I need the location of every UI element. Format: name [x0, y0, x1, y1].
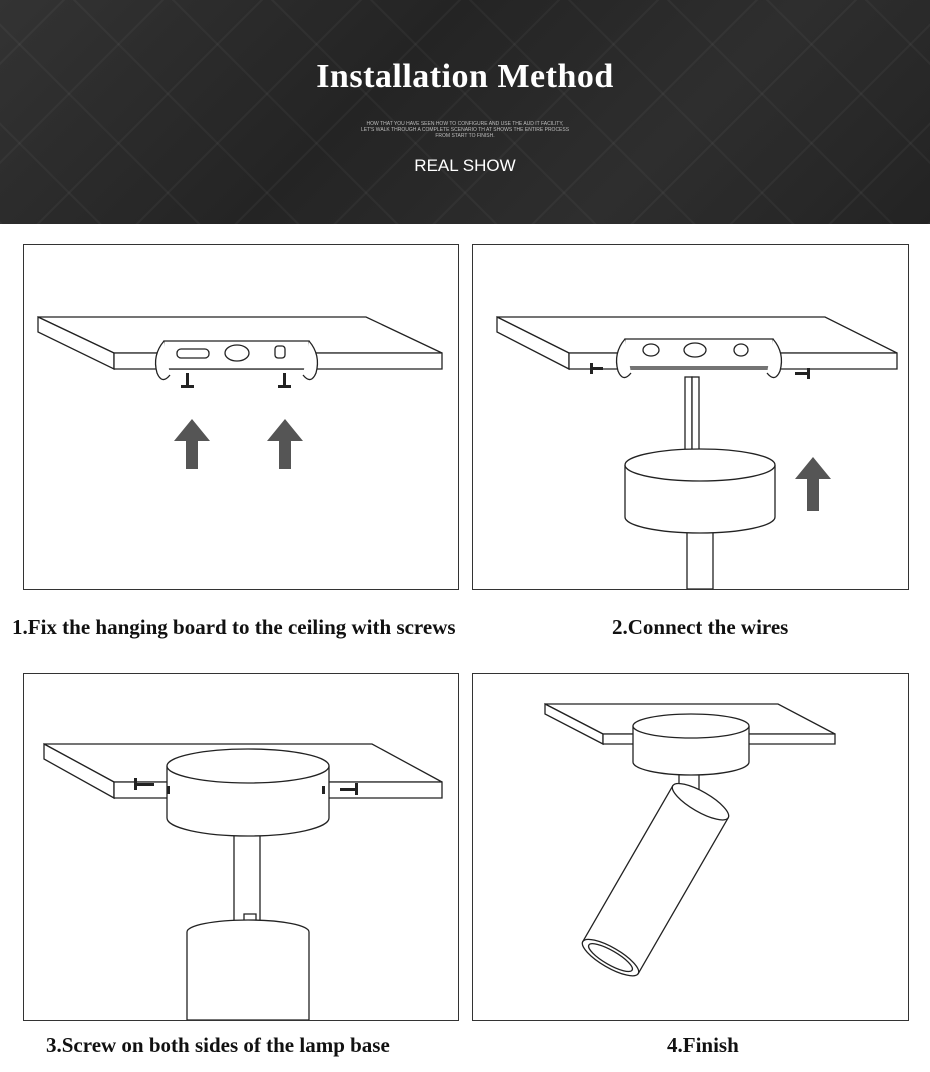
screw-icon	[181, 373, 291, 388]
up-arrow-icon	[795, 457, 831, 511]
banner-subtitle: HOW THAT YOU HAVE SEEN HOW TO CONFIGURE AND USE THE AUD IT FACILITY, LET'S WALK THROUGH A COMPLETE SCENARIO TH AT SHOWS THE ENTIRE PROCESS FROM START TO FINISH.	[360, 121, 570, 139]
step-1-caption: 1.Fix the hanging board to the ceiling with screws	[12, 615, 456, 639]
step-2-illustration	[472, 244, 909, 590]
step-3-illustration	[23, 673, 459, 1021]
lamp-stem	[687, 525, 713, 589]
lamp-head	[578, 777, 733, 982]
page-title: Installation Method	[316, 58, 614, 95]
banner-real-show: REAL SHOW	[414, 156, 516, 175]
header-banner	[0, 0, 930, 224]
step-1-illustration	[23, 244, 459, 590]
finished-lamp-diagram	[473, 674, 908, 1020]
step-4-caption: 4.Finish	[667, 1033, 739, 1057]
up-arrow-icon	[174, 419, 303, 469]
step-2-caption: 2.Connect the wires	[612, 615, 789, 639]
step-3-caption: 3.Screw on both sides of the lamp base	[46, 1033, 390, 1057]
ceiling-screw-diagram	[24, 245, 458, 589]
connect-wires-diagram	[473, 245, 908, 589]
step-4-illustration	[472, 673, 909, 1021]
screw-lamp-base-diagram	[24, 674, 458, 1020]
